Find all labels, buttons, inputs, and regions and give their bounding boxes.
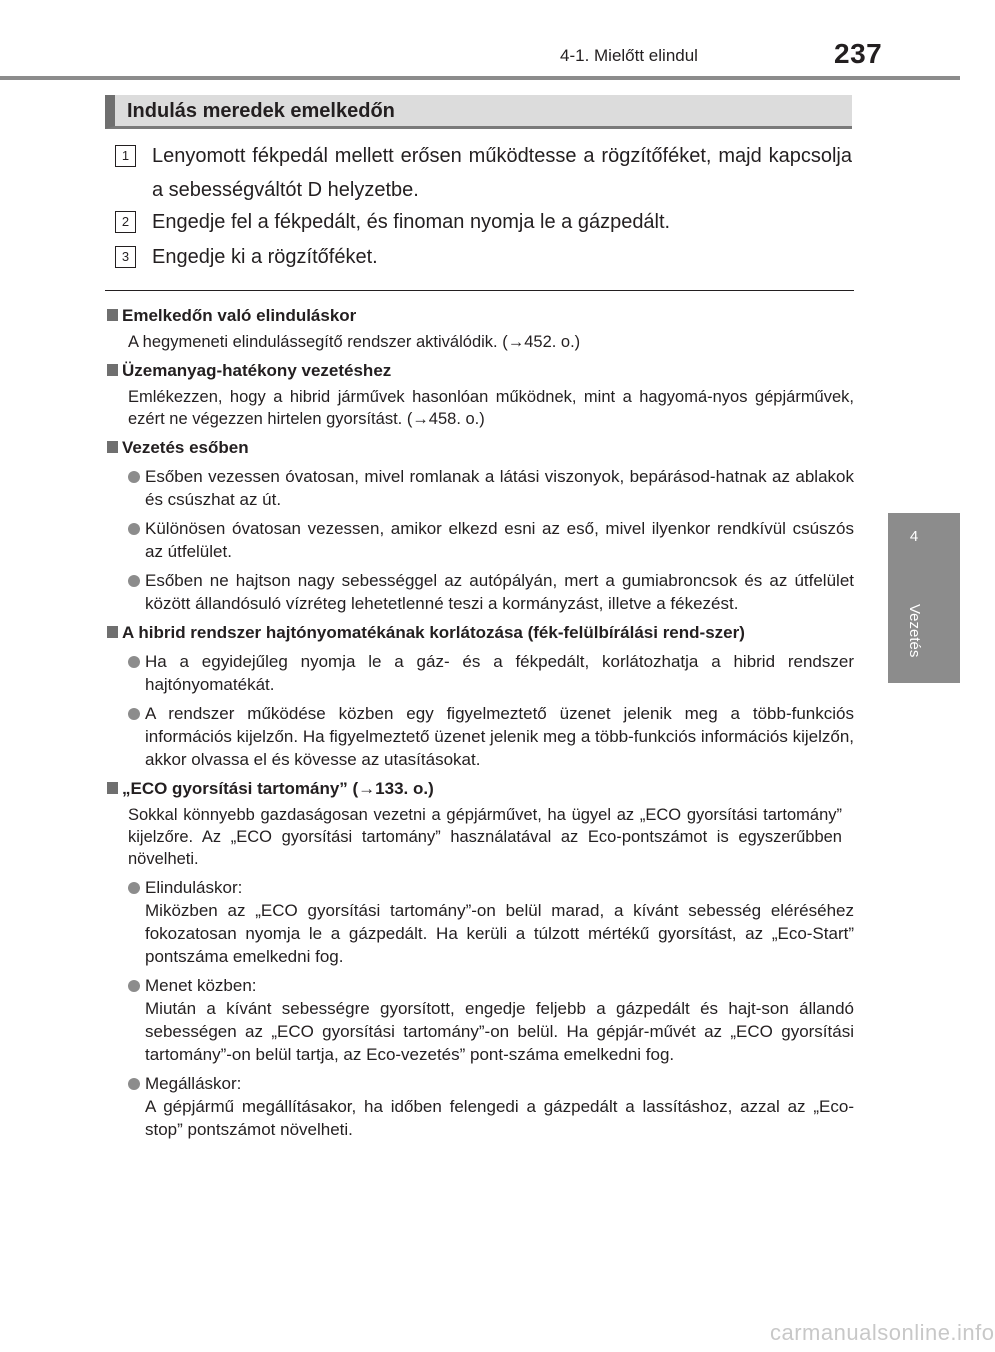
- bullet-text: Miután a kívánt sebességre gyorsított, engedje feljebb a gázpedált és hajt-son állandó sebességen az „ECO gyorsítási tartomány”-on belül. Ha gépjár-művét az „ECO gyorsítási tartomány”-on belül tartja, az Eco-vezetés” pont-száma emelkedni fog.: [145, 999, 854, 1064]
- header-rule: [0, 76, 960, 80]
- round-bullet-icon: [128, 1078, 140, 1090]
- square-bullet-icon: [107, 782, 118, 794]
- square-bullet-icon: [107, 626, 118, 638]
- bullet-text: Esőben ne hajtson nagy sebességgel az autópályán, mert a gumiabroncsok és az útfelület között állandósuló vízréteg lehetetlenné teszi a kormányzást, illetve a fékezést.: [145, 571, 854, 613]
- bullet-item: [107, 1072, 854, 1141]
- step-number-box: 1: [115, 145, 136, 167]
- square-bullet-icon: [107, 309, 118, 321]
- topic-title: Emelkedőn való elinduláskor: [122, 306, 357, 325]
- notes-content: [107, 300, 854, 1141]
- chapter-label: [905, 604, 925, 684]
- section-title: Indulás meredek emelkedőn: [127, 100, 395, 122]
- topic-heading: [107, 304, 854, 327]
- round-bullet-icon: [128, 575, 140, 587]
- topic-heading: [107, 777, 854, 800]
- bullet-heading: Menet közben:: [145, 976, 257, 995]
- bullet-text: Különösen óvatosan vezessen, amikor elkezd esni az eső, mivel ilyenkor rendkívül csúszós az útfelület.: [145, 519, 854, 561]
- page-number: 237: [834, 38, 883, 69]
- topic-title: Üzemanyag-hatékony vezetéshez: [122, 361, 392, 380]
- topic-heading: [107, 621, 854, 644]
- bullet-heading: Elinduláskor:: [145, 878, 243, 897]
- round-bullet-icon: [128, 980, 140, 992]
- section-divider: [105, 290, 854, 291]
- round-bullet-icon: [128, 708, 140, 720]
- running-header-section: 4-1. Mielőtt elindul: [560, 46, 698, 65]
- chapter-number: 4: [909, 528, 919, 545]
- round-bullet-icon: [128, 656, 140, 668]
- topic-title: Vezetés esőben: [122, 438, 249, 457]
- bullet-item: [107, 974, 854, 1066]
- bullet-text: Ha a egyidejűleg nyomja le a gáz- és a fékpedált, korlátozhatja a hibrid rendszer hajtónyomatékát.: [145, 652, 854, 694]
- step-number-box: 2: [115, 211, 136, 233]
- bullet-text: Esőben vezessen óvatosan, mivel romlanak a látási viszonyok, bepárásod-hatnak az ablakok és csúszhat az út.: [145, 467, 854, 509]
- section-heading: [105, 95, 852, 129]
- topic-title: „ECO gyorsítási tartomány” (→133. o.): [122, 779, 434, 798]
- round-bullet-icon: [128, 523, 140, 535]
- topic-heading: [107, 359, 854, 382]
- bullet-item: [107, 702, 854, 771]
- bullet-item: [107, 465, 854, 511]
- bullet-text: A gépjármű megállításakor, ha időben felengedi a gázpedált a lassításhoz, azzal az „Eco-stop” pontszámot növelheti.: [145, 1097, 854, 1139]
- chapter-label-text: Vezetés: [906, 604, 923, 658]
- step-text: Engedje ki a rögzítőféket.: [152, 246, 378, 268]
- square-bullet-icon: [107, 364, 118, 376]
- topic-heading: [107, 436, 854, 459]
- bullet-text: A rendszer működése közben egy figyelmeztető üzenet jelenik meg a több-funkciós információs kijelzőn. Ha figyelmeztető üzenet jelenik meg a több-funkciós információs kijelzőn, akkor olvassa el és kövesse az utasításokat.: [145, 704, 854, 769]
- topic-paragraph: Sokkal könnyebb gazdaságosan vezetni a gépjárművet, ha ügyel az „ECO gyorsítási tartomány” kijelzőre. Az „ECO gyorsítási tartomány” használatával az Eco-pontszámot is egyszerűbben növelheti.: [128, 806, 842, 868]
- step-3: [115, 240, 865, 274]
- step-text: Engedje fel a fékpedált, és finoman nyomja le a gázpedált.: [152, 211, 671, 233]
- step-2: [115, 205, 865, 239]
- bullet-item: [107, 650, 854, 696]
- topic-paragraph: Emlékezzen, hogy a hibrid járművek hasonlóan működnek, mint a hagyomá-nyos gépjárművek, ezért ne végezzen hirtelen gyorsítást. (→458. o.): [128, 388, 854, 428]
- step-1: [115, 139, 865, 207]
- bullet-heading: Megálláskor:: [145, 1074, 242, 1093]
- step-number-box: 3: [115, 246, 136, 268]
- topic-title: A hibrid rendszer hajtónyomatékának korlátozása (fék-felülbírálási rend-szer): [122, 623, 745, 642]
- bullet-text: Miközben az „ECO gyorsítási tartomány”-on belül marad, a kívánt sebesség eléréséhez fokozatosan nyomja le a gázpedált. Ha kerüli a túlzott mértékű gyorsítást, az „Eco-Start” pontszáma emelkedni fog.: [145, 901, 854, 966]
- step-text: Lenyomott fékpedál mellett erősen működtesse a rögzítőféket, majd kapcsolja a sebességváltót D helyzetbe.: [152, 145, 852, 201]
- bullet-item: [107, 569, 854, 615]
- square-bullet-icon: [107, 441, 118, 453]
- round-bullet-icon: [128, 471, 140, 483]
- watermark: carmanualsonline.info: [770, 1320, 995, 1345]
- round-bullet-icon: [128, 882, 140, 894]
- bullet-item: [107, 876, 854, 968]
- topic-paragraph: A hegymeneti elindulássegítő rendszer aktiválódik. (→452. o.): [128, 333, 581, 351]
- bullet-item: [107, 517, 854, 563]
